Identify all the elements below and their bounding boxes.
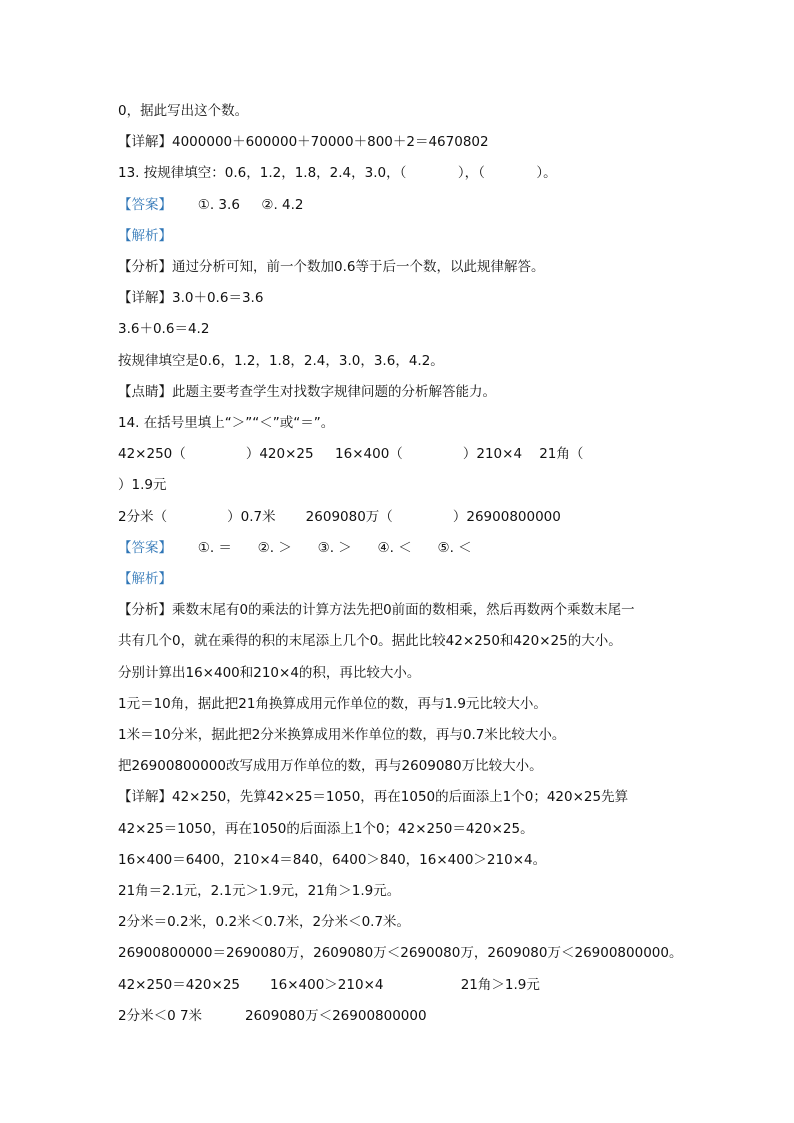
text-line [118, 944, 682, 962]
text-line [118, 258, 544, 276]
line-text: 13. 按规律填空：0.6，1.2，1.8，2.4，3.0，（ ），（ ）。 [118, 165, 557, 182]
line-text: 分别计算出16×400和210×4的积，再比较大小。 [118, 664, 421, 681]
text-line [118, 726, 565, 744]
text-line [118, 133, 489, 151]
line-text: 【详解】4000000＋600000＋70000＋800＋2＝4670802 [118, 134, 489, 151]
line-text: 1元＝10角，据此把21角换算成用元作单位的数，再与1.9元比较大小。 [118, 695, 547, 712]
line-text: ①. ＝ ②. ＞ ③. ＞ ④. ＜ ⑤. ＜ [172, 539, 472, 556]
text-line [118, 664, 420, 682]
line-text: 1米＝10分米，据此把2分米换算成用米作单位的数，再与0.7米比较大小。 [118, 727, 566, 743]
line-text: 把26900800000改写成用万作单位的数，再与2609080万比较大小。 [118, 758, 543, 775]
text-line [118, 508, 561, 526]
line-text: 0，据此写出这个数。 [118, 103, 249, 119]
text-line [118, 414, 334, 432]
section-label: 【答案】 [118, 196, 172, 213]
text-line [118, 539, 472, 557]
text-line [118, 882, 400, 900]
section-label: 【答案】 [118, 539, 172, 556]
line-text: 【详解】42×250，先算42×25＝1050，再在1050的后面添上1个0；420×25先算 [118, 789, 629, 806]
text-line [118, 820, 534, 838]
text-line [118, 570, 172, 588]
text-line [118, 445, 583, 463]
line-text: 【详解】3.0＋0.6＝3.6 [118, 290, 264, 307]
text-line [118, 383, 496, 401]
line-text: 【分析】乘数末尾有0的乘法的计算方法先把0前面的数相乘，然后再数两个乘数末尾一 [118, 602, 635, 619]
text-line [118, 289, 263, 307]
text-line [118, 913, 410, 931]
line-text: 2分米（ ）0.7米 2609080万（ ）26900800000 [118, 508, 561, 525]
line-text: 16×400＝6400，210×4＝840，6400＞840，16×400＞210×4。 [118, 851, 547, 868]
text-line [118, 695, 547, 713]
text-line [118, 757, 543, 775]
line-text: ①. 3.6 ②. 4.2 [172, 196, 304, 213]
text-line [118, 476, 166, 494]
line-text: 42×250（ ）420×25 16×400（ ）210×4 21角（ [118, 446, 584, 463]
line-text: 共有几个0，就在乘得的积的末尾添上几个0。据此比较42×250和420×25的大小。 [118, 633, 622, 650]
text-line [118, 976, 540, 994]
text-line [118, 601, 635, 619]
text-line [118, 352, 444, 370]
line-text: 14. 在括号里填上“＞”“＜”或“＝”。 [118, 415, 335, 431]
line-text: 26900800000＝2690080万，2609080万＜2690080万，2609080万＜26900800000。 [118, 945, 683, 962]
line-text: 【分析】通过分析可知，前一个数加0.6等于后一个数，以此规律解答。 [118, 259, 545, 275]
text-line [118, 164, 557, 182]
line-text: ）1.9元 [118, 477, 167, 494]
section-label: 【解析】 [118, 571, 172, 587]
line-text: 3.6＋0.6＝4.2 [118, 321, 210, 338]
text-line [118, 320, 209, 338]
line-text: 21角＝2.1元，2.1元＞1.9元，21角＞1.9元。 [118, 883, 401, 899]
text-line [118, 851, 546, 869]
line-text: 【点睛】此题主要考查学生对找数字规律问题的分析解答能力。 [118, 383, 496, 400]
text-line [118, 632, 622, 650]
text-line [118, 196, 304, 214]
line-text: 按规律填空是0.6，1.2，1.8，2.4，3.0，3.6，4.2。 [118, 352, 444, 369]
text-line [118, 102, 248, 120]
line-text: 2分米＝0.2米，0.2米＜0.7米，2分米＜0.7米。 [118, 914, 411, 931]
text-line [118, 227, 172, 245]
section-label: 【解析】 [118, 227, 172, 244]
line-text: 42×25＝1050，再在1050的后面添上1个0；42×250＝420×25。 [118, 820, 534, 837]
line-text: 42×250＝420×25 16×400＞210×4 21角＞1.9元 [118, 976, 540, 993]
line-text: 2分米＜0 7米 2609080万＜26900800000 [118, 1007, 427, 1024]
text-line [118, 788, 628, 806]
text-line [118, 1007, 427, 1025]
